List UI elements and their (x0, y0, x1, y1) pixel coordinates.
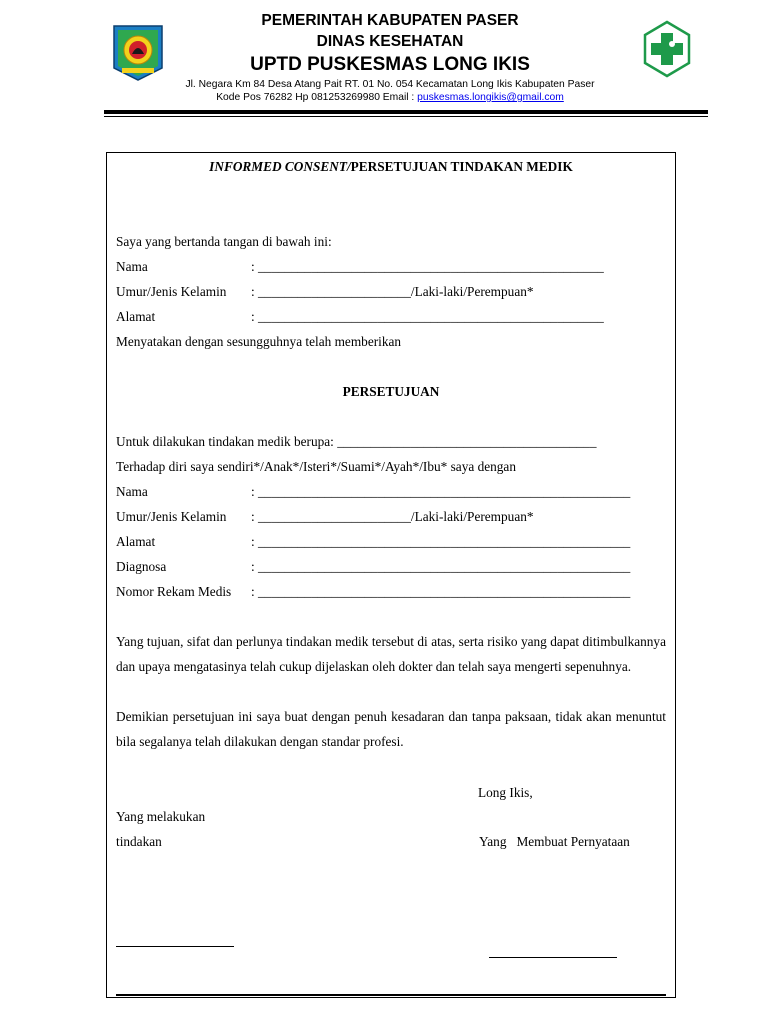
place-text: Long Ikis, (478, 785, 533, 800)
section-title: PERSETUJUAN (342, 384, 440, 399)
declarant-sign-label: Yang Membuat Pernyataan (479, 834, 630, 849)
letterhead (0, 0, 768, 120)
declarant-name-field[interactable]: : ____________________________________________________ (251, 259, 604, 274)
medical-record-label: Nomor Rekam Medis (116, 584, 232, 599)
statement-text: Menyatakan dengan sesungguhnya telah memberikan (116, 334, 402, 349)
procedure-field[interactable]: Untuk dilakukan tindakan medik berupa: _______________________________________ (116, 434, 597, 449)
patient-address-label: Alamat (116, 534, 156, 549)
declarant-name-label: Nama (116, 259, 148, 274)
intro-text: Saya yang bertanda tangan di bawah ini: (116, 234, 332, 249)
department-title: DINAS KESEHATAN (316, 33, 464, 50)
patient-name-label: Nama (116, 484, 148, 499)
contact-prefix: Kode Pos 76282 Hp 081253269980 Email : (216, 92, 418, 103)
relationship-text: Terhadap diri saya sendiri*/Anak*/Isteri*/Suami*/Ayah*/Ibu* saya dengan (116, 459, 516, 474)
declarant-age-gender-field[interactable]: : _______________________/Laki-laki/Perempuan* (251, 284, 534, 299)
patient-age-gender-field[interactable]: : _______________________/Laki-laki/Perempuan* (251, 509, 534, 524)
declaration-paragraph: Demikian persetujuan ini saya buat dengan penuh kesadaran dan tanpa paksaan, tidak akan menuntut bila segalanya telah dilakukan dengan standar profesi. (116, 709, 666, 749)
declarant-address-field[interactable]: : ____________________________________________________ (251, 309, 604, 324)
form-title-italic: INFORMED CONSENT/ (209, 159, 351, 174)
patient-age-gender-label: Umur/Jenis Kelamin (116, 509, 227, 524)
address-line: Jl. Negara Km 84 Desa Atang Pait RT. 01 No. 054 Kecamatan Long Ikis Kabupaten Paser (185, 79, 595, 90)
form-title-rest: PERSETUJUAN TINDAKAN MEDIK (350, 159, 573, 174)
institution-title: UPTD PUSKESMAS LONG IKIS (250, 54, 530, 75)
declarant-signature-line[interactable] (489, 957, 617, 958)
green-cross-icon (642, 20, 692, 78)
letterhead-divider (104, 110, 708, 114)
declarant-address-label: Alamat (116, 309, 156, 324)
bottom-divider (116, 994, 666, 996)
performer-label-line2: tindakan (116, 834, 162, 849)
diagnosis-field[interactable]: : ________________________________________________________ (251, 559, 631, 574)
performer-label-line1: Yang melakukan (116, 809, 206, 824)
contact-line (150, 91, 630, 104)
letterhead-text (150, 10, 630, 104)
government-title: PEMERINTAH KABUPATEN PASER (261, 12, 519, 29)
email-link[interactable]: puskesmas.longikis@gmail.com (417, 92, 564, 103)
patient-name-field[interactable]: : ________________________________________________________ (251, 484, 631, 499)
patient-address-field[interactable]: : ________________________________________________________ (251, 534, 631, 549)
performer-signature-line[interactable] (116, 946, 234, 947)
diagnosis-label: Diagnosa (116, 559, 167, 574)
declarant-age-gender-label: Umur/Jenis Kelamin (116, 284, 227, 299)
medical-record-field[interactable]: : ________________________________________________________ (251, 584, 631, 599)
letterhead-divider-thin (104, 116, 708, 117)
form-title (106, 154, 676, 179)
explanation-paragraph: Yang tujuan, sifat dan perlunya tindakan medik tersebut di atas, serta risiko yang dapat ditimbulkannya dan upaya mengatasinya telah cukup dijelaskan oleh dokter dan telah saya mengerti sepenuhnya. (116, 634, 666, 674)
